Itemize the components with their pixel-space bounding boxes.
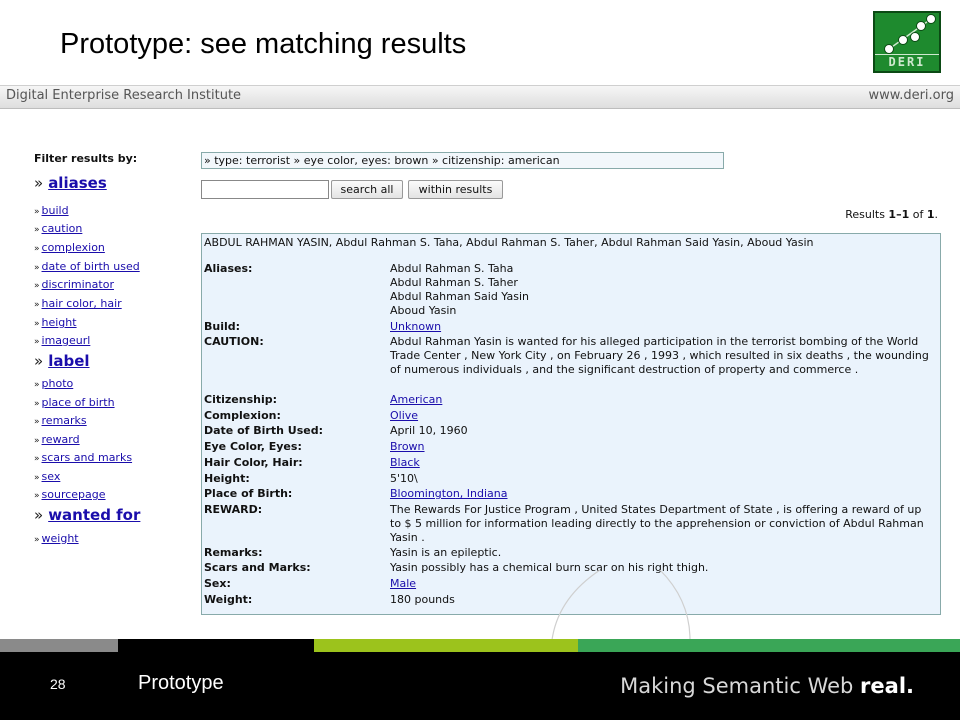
facet-item [34,470,60,483]
facet-arrow: » [34,174,44,192]
field-key: Aliases: [204,262,253,275]
facet-link[interactable]: build [41,204,69,217]
facet-link[interactable]: remarks [41,414,87,427]
facet-item [34,433,80,446]
field-value: 5'10\ [390,472,418,485]
facet-item [34,297,122,310]
facet-link[interactable]: discriminator [41,278,114,291]
facet-arrow: » [34,491,40,501]
facet-link[interactable]: sex [41,470,61,483]
field-value: Yasin possibly has a chemical burn scar on his right thigh. [390,561,709,574]
facet-link[interactable]: weight [41,532,79,545]
stripe-grey [0,639,118,652]
field-value[interactable]: American [390,393,443,406]
field-key: Sex: [204,577,231,590]
results-of: of [909,208,927,221]
field-value[interactable]: Male [390,577,417,590]
field-value: Abdul Rahman S. Taha Abdul Rahman S. Taher Abdul Rahman Said Yasin Aboud Yasin [390,262,530,317]
facet-arrow: » [34,225,40,235]
facet-item [34,488,106,501]
facet-link[interactable]: aliases [48,174,107,192]
facet-link[interactable]: photo [41,377,74,390]
field-value: Yasin is an epileptic. [390,546,502,559]
facet-item [34,222,82,235]
facet-item [34,506,140,524]
filter-breadcrumb: » type: terrorist » eye color, eyes: brown » citizenship: american [201,152,724,169]
facet-link[interactable]: place of birth [41,396,115,409]
field-value: April 10, 1960 [390,424,468,437]
facet-arrow: » [34,436,40,446]
results-count [845,208,938,221]
results-range: 1–1 [888,208,910,221]
search-input[interactable] [201,180,329,199]
facet-arrow: » [34,244,40,254]
logo-dots-icon [875,13,939,59]
field-key: Citizenship: [204,393,277,406]
facet-arrow: » [34,506,44,524]
field-key: Scars and Marks: [204,561,311,574]
facet-arrow: » [34,281,40,291]
stripe-black [118,639,314,652]
within-results-button[interactable]: within results [408,180,503,199]
field-key: Hair Color, Hair: [204,456,303,469]
field-key: Remarks: [204,546,263,559]
stripe-lime [314,639,578,652]
facet-link[interactable]: height [41,316,77,329]
facet-link[interactable]: caution [41,222,83,235]
facet-link[interactable]: date of birth used [41,260,140,273]
filter-heading: Filter results by: [34,152,138,165]
facet-item [34,174,107,192]
facet-arrow: » [34,417,40,427]
field-value[interactable]: Brown [390,440,425,453]
facet-arrow: » [34,380,40,390]
field-key: CAUTION: [204,335,264,348]
field-key: Build: [204,320,241,333]
field-value: Abdul Rahman Yasin is wanted for his alleged participation in the terrorist bombing of the World Trade Center , New York City , on February 26 , 1993 , which resulted in six deaths , the wounding of numerous individuals , and the significant destruction of property and commerce . [390,335,929,376]
facet-item [34,396,115,409]
search-all-button[interactable]: search all [331,180,403,199]
facet-arrow: » [34,319,40,329]
institute-header-band [0,85,960,109]
field-key: REWARD: [204,503,263,516]
facet-arrow: » [34,352,44,370]
field-value[interactable]: Olive [390,409,419,422]
deri-logo [873,11,941,73]
results-total: 1 [926,208,935,221]
slide-footer [0,652,960,720]
institute-name: Digital Enterprise Research Institute [6,88,242,103]
facet-link[interactable]: wanted for [48,506,141,524]
facet-item [34,316,77,329]
facet-arrow: » [34,473,40,483]
facet-item [34,334,90,347]
result-title: ABDUL RAHMAN YASIN, Abdul Rahman S. Taha, Abdul Rahman S. Taher, Abdul Rahman Said Yasin, Aboud Yasin [204,236,814,249]
tagline [620,674,914,698]
facet-arrow: » [34,300,40,310]
facet-arrow: » [34,263,40,273]
footer-color-stripe [0,639,960,652]
facet-item [34,278,114,291]
slide-title: Prototype: see matching results [60,28,467,60]
stripe-green [578,639,960,652]
field-key: Weight: [204,593,253,606]
decorative-arcs [540,470,960,640]
facet-link[interactable]: hair color, hair [41,297,122,310]
facet-arrow: » [34,535,40,545]
facet-item [34,204,69,217]
field-value[interactable]: Black [390,456,420,469]
facet-arrow: » [34,399,40,409]
results-prefix: Results [845,208,889,221]
facet-link[interactable]: complexion [41,241,105,254]
results-suffix: . [934,208,938,221]
tagline-bold: real. [860,674,914,698]
field-key: Complexion: [204,409,281,422]
facet-item [34,377,73,390]
facet-link[interactable]: label [48,352,90,370]
facet-arrow: » [34,454,40,464]
facet-item [34,260,140,273]
page-number: 28 [50,676,66,692]
field-key: Place of Birth: [204,487,293,500]
facet-item [34,241,105,254]
facet-link[interactable]: imageurl [41,334,91,347]
facet-item [34,532,79,545]
facet-link[interactable]: sourcepage [41,488,106,501]
footer-section-title: Prototype [138,672,224,694]
facet-item [34,414,87,427]
field-value[interactable]: Bloomington, Indiana [390,487,508,500]
facet-item [34,451,132,464]
facet-item [34,352,90,370]
field-key: Eye Color, Eyes: [204,440,302,453]
facet-arrow: » [34,337,40,347]
field-value[interactable]: Unknown [390,320,442,333]
field-key: Date of Birth Used: [204,424,323,437]
field-value: 180 pounds [390,593,455,606]
field-key: Height: [204,472,250,485]
tagline-prefix: Making Semantic Web [620,674,861,698]
facet-link[interactable]: scars and marks [41,451,133,464]
facet-link[interactable]: reward [41,433,80,446]
facet-arrow: » [34,207,40,217]
logo-text: DERI [875,54,939,69]
site-url: www.deri.org [868,88,954,103]
field-value: The Rewards For Justice Program , United States Department of State , is offering a reward of up to $ 5 million for information leading directly to the apprehension or conviction of Abdul Rahman Yasin . [390,503,924,544]
